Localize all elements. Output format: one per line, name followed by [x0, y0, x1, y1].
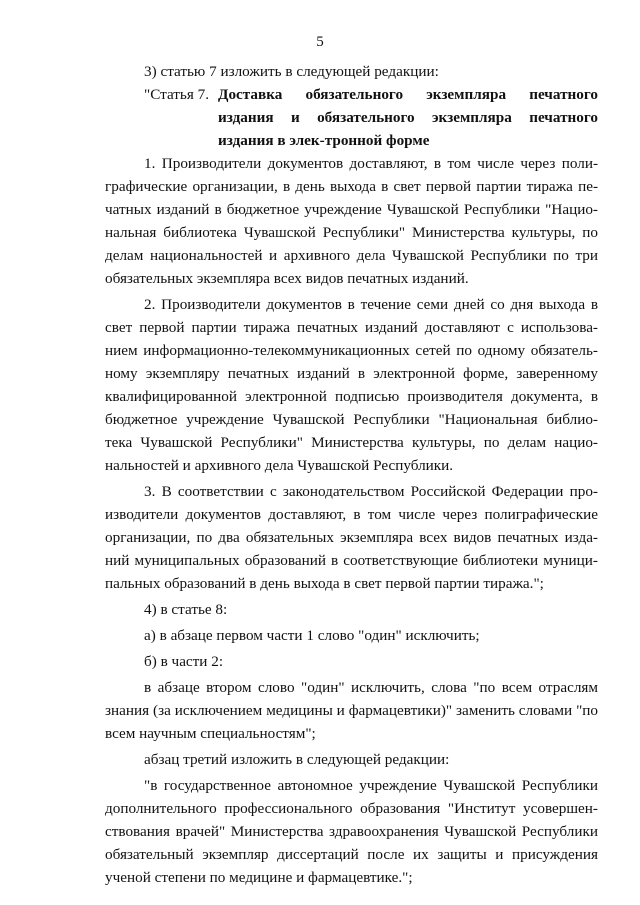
article-7-heading	[105, 83, 598, 152]
item-4b-paragraph-2: в абзаце втором слово "один" исключить, слова "по всем отраслям знания (за исключением медицины и фармацевтики)" заменить словами "по всем научным специальностям";	[105, 679, 598, 742]
document-body	[105, 60, 598, 889]
item-4a: а) в абзаце первом части 1 слово "один" исключить;	[144, 627, 480, 644]
item-4b-paragraph-3-intro: абзац третий изложить в следующей редакции:	[144, 751, 450, 768]
article-7-paragraph-3: 3. В соответствии с законодательством Российской Федерации про-изводители документов доставляют, в том числе через полиграфические организации, по два обязательных экземпляра всех видов печатных изда-ний муниципальных образований в соответствующие библиотеки муници-пальных образований в день выхода в свет первой партии тиража.";	[105, 483, 598, 592]
article-7-paragraph-1: 1. Производители документов доставляют, в том числе через поли-графические организации, в день выхода в свет первой партии тиража пе-чатных изданий в бюджетное учреждение Чувашской Республики "Нацио-нальная библиотека Чувашской Республики" Министерства культуры, по делам национальностей и архивного дела Чувашской Республики по три обязательных экземпляра всех видов печатных изданий.	[105, 155, 598, 287]
page-number: 5	[316, 34, 324, 50]
item-4: 4) в статье 8:	[144, 601, 228, 618]
article-7-title: Доставка обязательного экземпляра печатного издания и обязательного экземпляра печатного издания в элек-тронной форме	[218, 86, 598, 149]
item-3-intro: 3) статью 7 изложить в следующей редакции:	[144, 63, 439, 80]
item-4b: б) в части 2:	[144, 653, 224, 670]
item-4b-paragraph-3-text: "в государственное автономное учреждение Чувашской Республики дополнительного профессионального образования "Институт усовершен-ствования врачей" Министерства здравоохранения Чувашской Республики обязательный экземпляр диссертаций после их защиты и присуждения ученой степени по медицине и фармацевтике.";	[105, 777, 598, 886]
article-7-prefix: "Статья 7.	[144, 86, 210, 103]
article-7-paragraph-2: 2. Производители документов в течение семи дней со дня выхода в свет первой партии тиража печатных изданий доставляют с использова-нием информационно-телекоммуникационных сетей по одному обязатель-ному экземпляру печатных изданий в электронной форме, заверенному квалифицированной электронной подписью производителя документа, в бюджетное учреждение Чувашской Республики "Национальная библио-тека Чувашской Республики" Министерства культуры, по делам нацио-нальностей и архивного дела Чувашской Республики.	[105, 296, 598, 474]
